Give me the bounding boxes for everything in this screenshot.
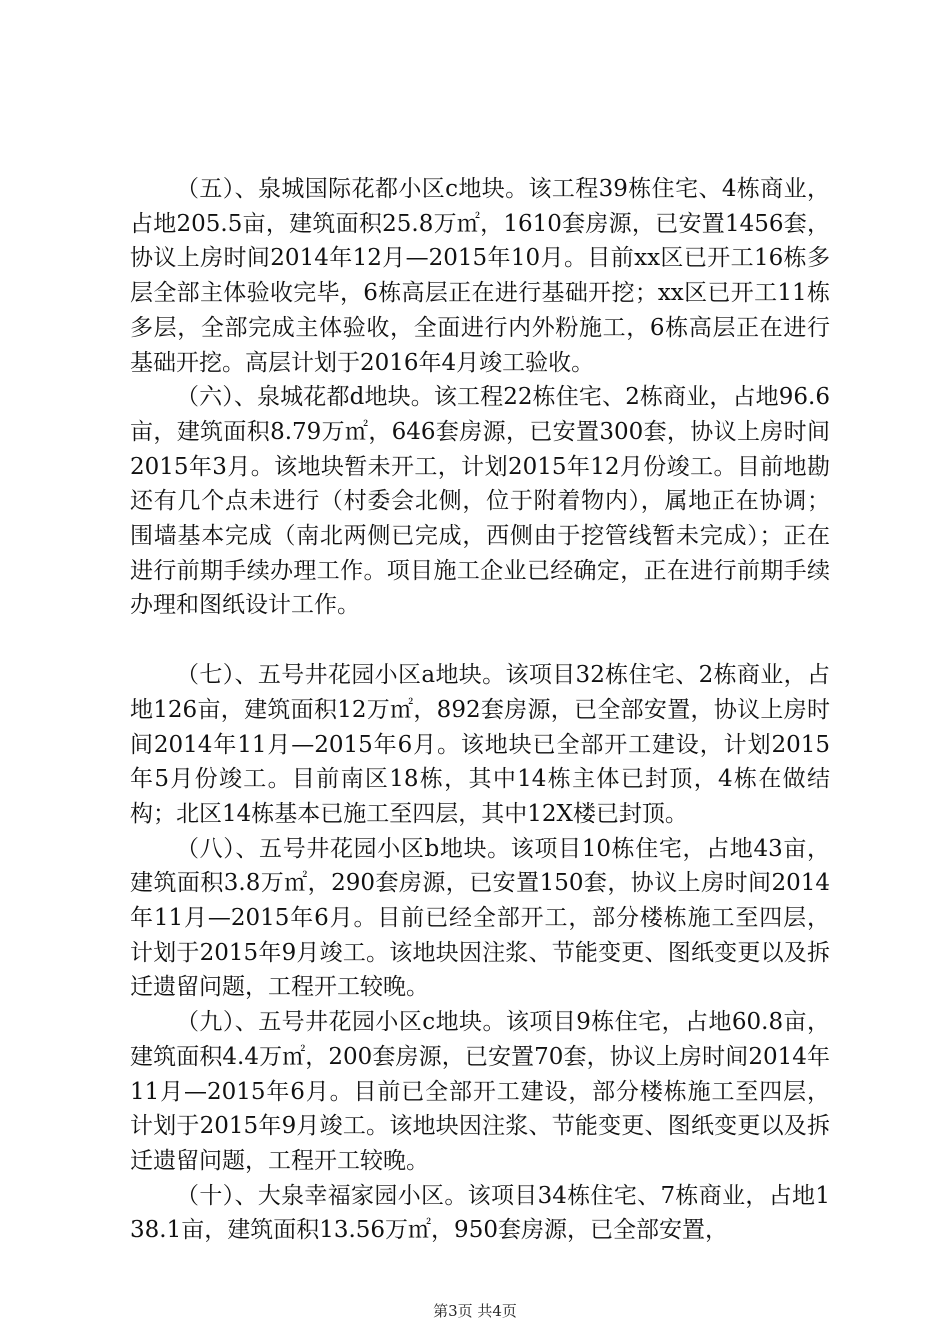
document-body: [130, 172, 830, 1248]
paragraph-10: （十）、大泉幸福家园小区。该项目34栋住宅、7栋商业，占地138.1亩，建筑面积13.56万㎡，950套房源，已全部安置，: [130, 1182, 830, 1244]
paragraph-gap: [130, 623, 830, 658]
paragraph-5: （五）、泉城国际花都小区c地块。该工程39栋住宅、4栋商业，占地205.5亩，建筑面积25.8万㎡，1610套房源，已安置1456套，协议上房时间2014年12月—2015年10月。目前xx区已开工16栋多层全部主体验收完毕，6栋高层正在进行基础开挖；xx区已开工11栋多层，全部完成主体验收，全面进行内外粉施工，6栋高层正在进行基础开挖。高层计划于2016年4月竣工验收。: [130, 176, 830, 376]
paragraph-8: （八）、五号井花园小区b地块。该项目10栋住宅，占地43亩，建筑面积3.8万㎡，290套房源，已安置150套，协议上房时间2014年11月—2015年6月。目前已经全部开工，部分楼栋施工至四层，计划于2015年9月竣工。该地块因注浆、节能变更、图纸变更以及拆迁遗留问题，工程开工较晚。: [130, 835, 830, 1001]
page-footer: 第3页 共4页: [433, 1302, 517, 1320]
paragraph-6: （六）、泉城花都d地块。该工程22栋住宅、2栋商业，占地96.6亩，建筑面积8.79万㎡，646套房源，已安置300套，协议上房时间2015年3月。该地块暂未开工，计划2015年12月份竣工。目前地勘还有几个点未进行（村委会北侧，位于附着物内），属地正在协调；围墙基本完成（南北两侧已完成，西侧由于挖管线暂未完成）；正在进行前期手续办理工作。项目施工企业已经确定，正在进行前期手续办理和图纸设计工作。: [130, 384, 830, 619]
paragraph-9: （九）、五号井花园小区c地块。该项目9栋住宅，占地60.8亩，建筑面积4.4万㎡，200套房源，已安置70套，协议上房时间2014年11月—2015年6月。目前已全部开工建设，部分楼栋施工至四层，计划于2015年9月竣工。该地块因注浆、节能变更、图纸变更以及拆迁遗留问题，工程开工较晚。: [130, 1009, 830, 1174]
paragraph-7: （七）、五号井花园小区a地块。该项目32栋住宅、2栋商业，占地126亩，建筑面积12万㎡，892套房源，已全部安置，协议上房时间2014年11月—2015年6月。该地块已全部开工建设，计划2015年5月份竣工。目前南区18栋，其中14栋主体已封顶，4栋在做结构；北区14栋基本已施工至四层，其中12X楼已封顶。: [130, 662, 830, 827]
